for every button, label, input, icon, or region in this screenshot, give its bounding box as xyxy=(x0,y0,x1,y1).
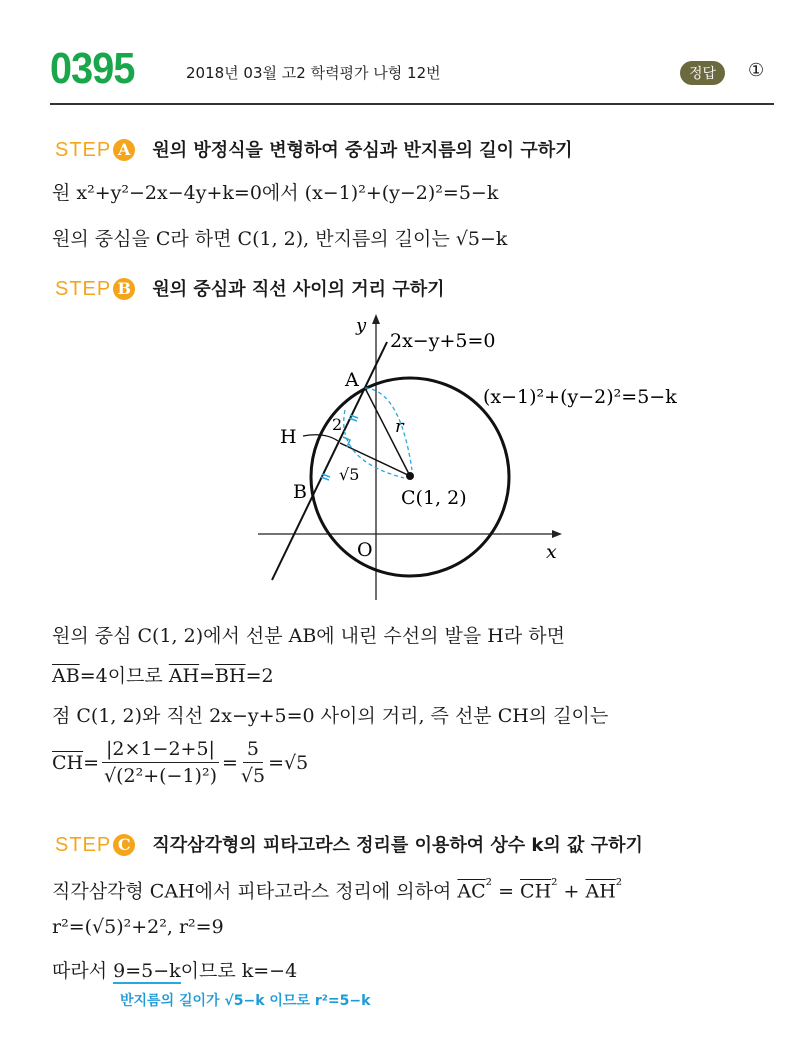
step-c-line-2: r²=(√5)²+2², r²=9 xyxy=(52,916,224,938)
answer-value: ① xyxy=(748,60,765,81)
step-label: STEP xyxy=(55,139,112,161)
exponent: ² xyxy=(485,875,493,894)
x-axis-label: x xyxy=(546,541,557,563)
text: 이므로 k=−4 xyxy=(180,960,298,982)
answer-badge: 정답 xyxy=(680,61,725,85)
segment-ah: $\overline{AH}$ xyxy=(585,880,616,903)
point-c-label: C(1, 2) xyxy=(401,487,467,509)
text: 따라서 xyxy=(52,960,114,982)
y-axis-label: y xyxy=(356,315,367,336)
problem-number: 0395 xyxy=(50,44,135,93)
numerator: |2×1−2+5| xyxy=(102,738,219,763)
step-letter-icon: B xyxy=(113,278,135,300)
text: =4이므로 xyxy=(79,665,169,687)
fraction xyxy=(241,738,265,787)
step-label: STEP xyxy=(55,278,112,300)
denominator: √(2²+(−1)²) xyxy=(103,765,217,787)
text: =2 xyxy=(245,665,274,687)
text: = xyxy=(199,665,216,687)
center-point xyxy=(406,472,414,480)
segment-ac: $\overline{AC}$ xyxy=(457,880,486,903)
text: =√5 xyxy=(268,751,309,774)
step-title: 직각삼각형의 피타고라스 정리를 이용하여 상수 k의 값 구하기 xyxy=(152,835,643,856)
y-axis-arrow-icon xyxy=(372,314,380,324)
step-c-line-3 xyxy=(52,956,297,983)
exponent: ² xyxy=(615,875,623,894)
point-a-label: A xyxy=(345,369,359,391)
exponent: ² xyxy=(551,875,558,894)
step-c-line-1 xyxy=(52,875,622,903)
text: = xyxy=(221,751,238,774)
segment-bh: $\overline{BH}$ xyxy=(215,665,246,687)
step-title: 원의 방정식을 변형하여 중심과 반지름의 길이 구하기 xyxy=(152,140,573,161)
step-a-line-1: 원 x²+y²−2x−4y+k=0에서 (x−1)²+(y−2)²=5−k xyxy=(52,182,499,204)
point-h-label: H xyxy=(280,426,297,448)
half-chord-label: 2 xyxy=(332,415,343,434)
text: + xyxy=(557,880,586,903)
segment-ch: $\overline{CH}$ xyxy=(520,880,552,903)
step-label: STEP xyxy=(55,834,112,856)
x-axis-arrow-icon xyxy=(552,530,562,538)
denominator: √5 xyxy=(240,765,266,787)
distance-formula xyxy=(52,738,308,787)
segment-ab: $\overline{AB}$ xyxy=(52,665,80,687)
segment-ah: $\overline{AH}$ xyxy=(168,665,200,687)
side-note: 반지름의 길이가 √5−k 이므로 r²=5−k xyxy=(120,993,371,1009)
text: = xyxy=(83,751,100,774)
underlined-equation: 9=5−k xyxy=(113,960,181,982)
text: = xyxy=(492,880,521,903)
step-b-line-2 xyxy=(52,661,274,688)
step-letter-icon: A xyxy=(113,139,135,161)
step-b-line-3: 점 C(1, 2)와 직선 2x−y+5=0 사이의 거리, 즉 선분 CH의 길이는 xyxy=(52,705,609,727)
step-c-heading xyxy=(55,831,643,857)
line-equation-label: 2x−y+5=0 xyxy=(390,330,496,352)
problem-source: 2018년 03월 고2 학력평가 나형 12번 xyxy=(186,64,441,82)
step-a-line-2: 원의 중심을 C라 하면 C(1, 2), 반지름의 길이는 √5−k xyxy=(52,228,508,250)
segment-ch: $\overline{CH}$ xyxy=(52,751,84,774)
step-letter-icon: C xyxy=(113,834,135,856)
circle-equation-label: (x−1)²+(y−2)²=5−k xyxy=(483,386,677,408)
text: 직각삼각형 CAH에서 피타고라스 정리에 의하여 xyxy=(52,880,458,903)
origin-label: O xyxy=(357,539,373,561)
radius-label: r xyxy=(395,416,404,437)
step-title: 원의 중심과 직선 사이의 거리 구하기 xyxy=(152,279,445,300)
point-b-label: B xyxy=(293,481,307,503)
step-b-line-1: 원의 중심 C(1, 2)에서 선분 AB에 내린 수선의 발을 H라 하면 xyxy=(52,625,565,647)
fraction xyxy=(102,738,219,787)
numerator: 5 xyxy=(243,738,263,763)
distance-label: √5 xyxy=(339,465,360,484)
